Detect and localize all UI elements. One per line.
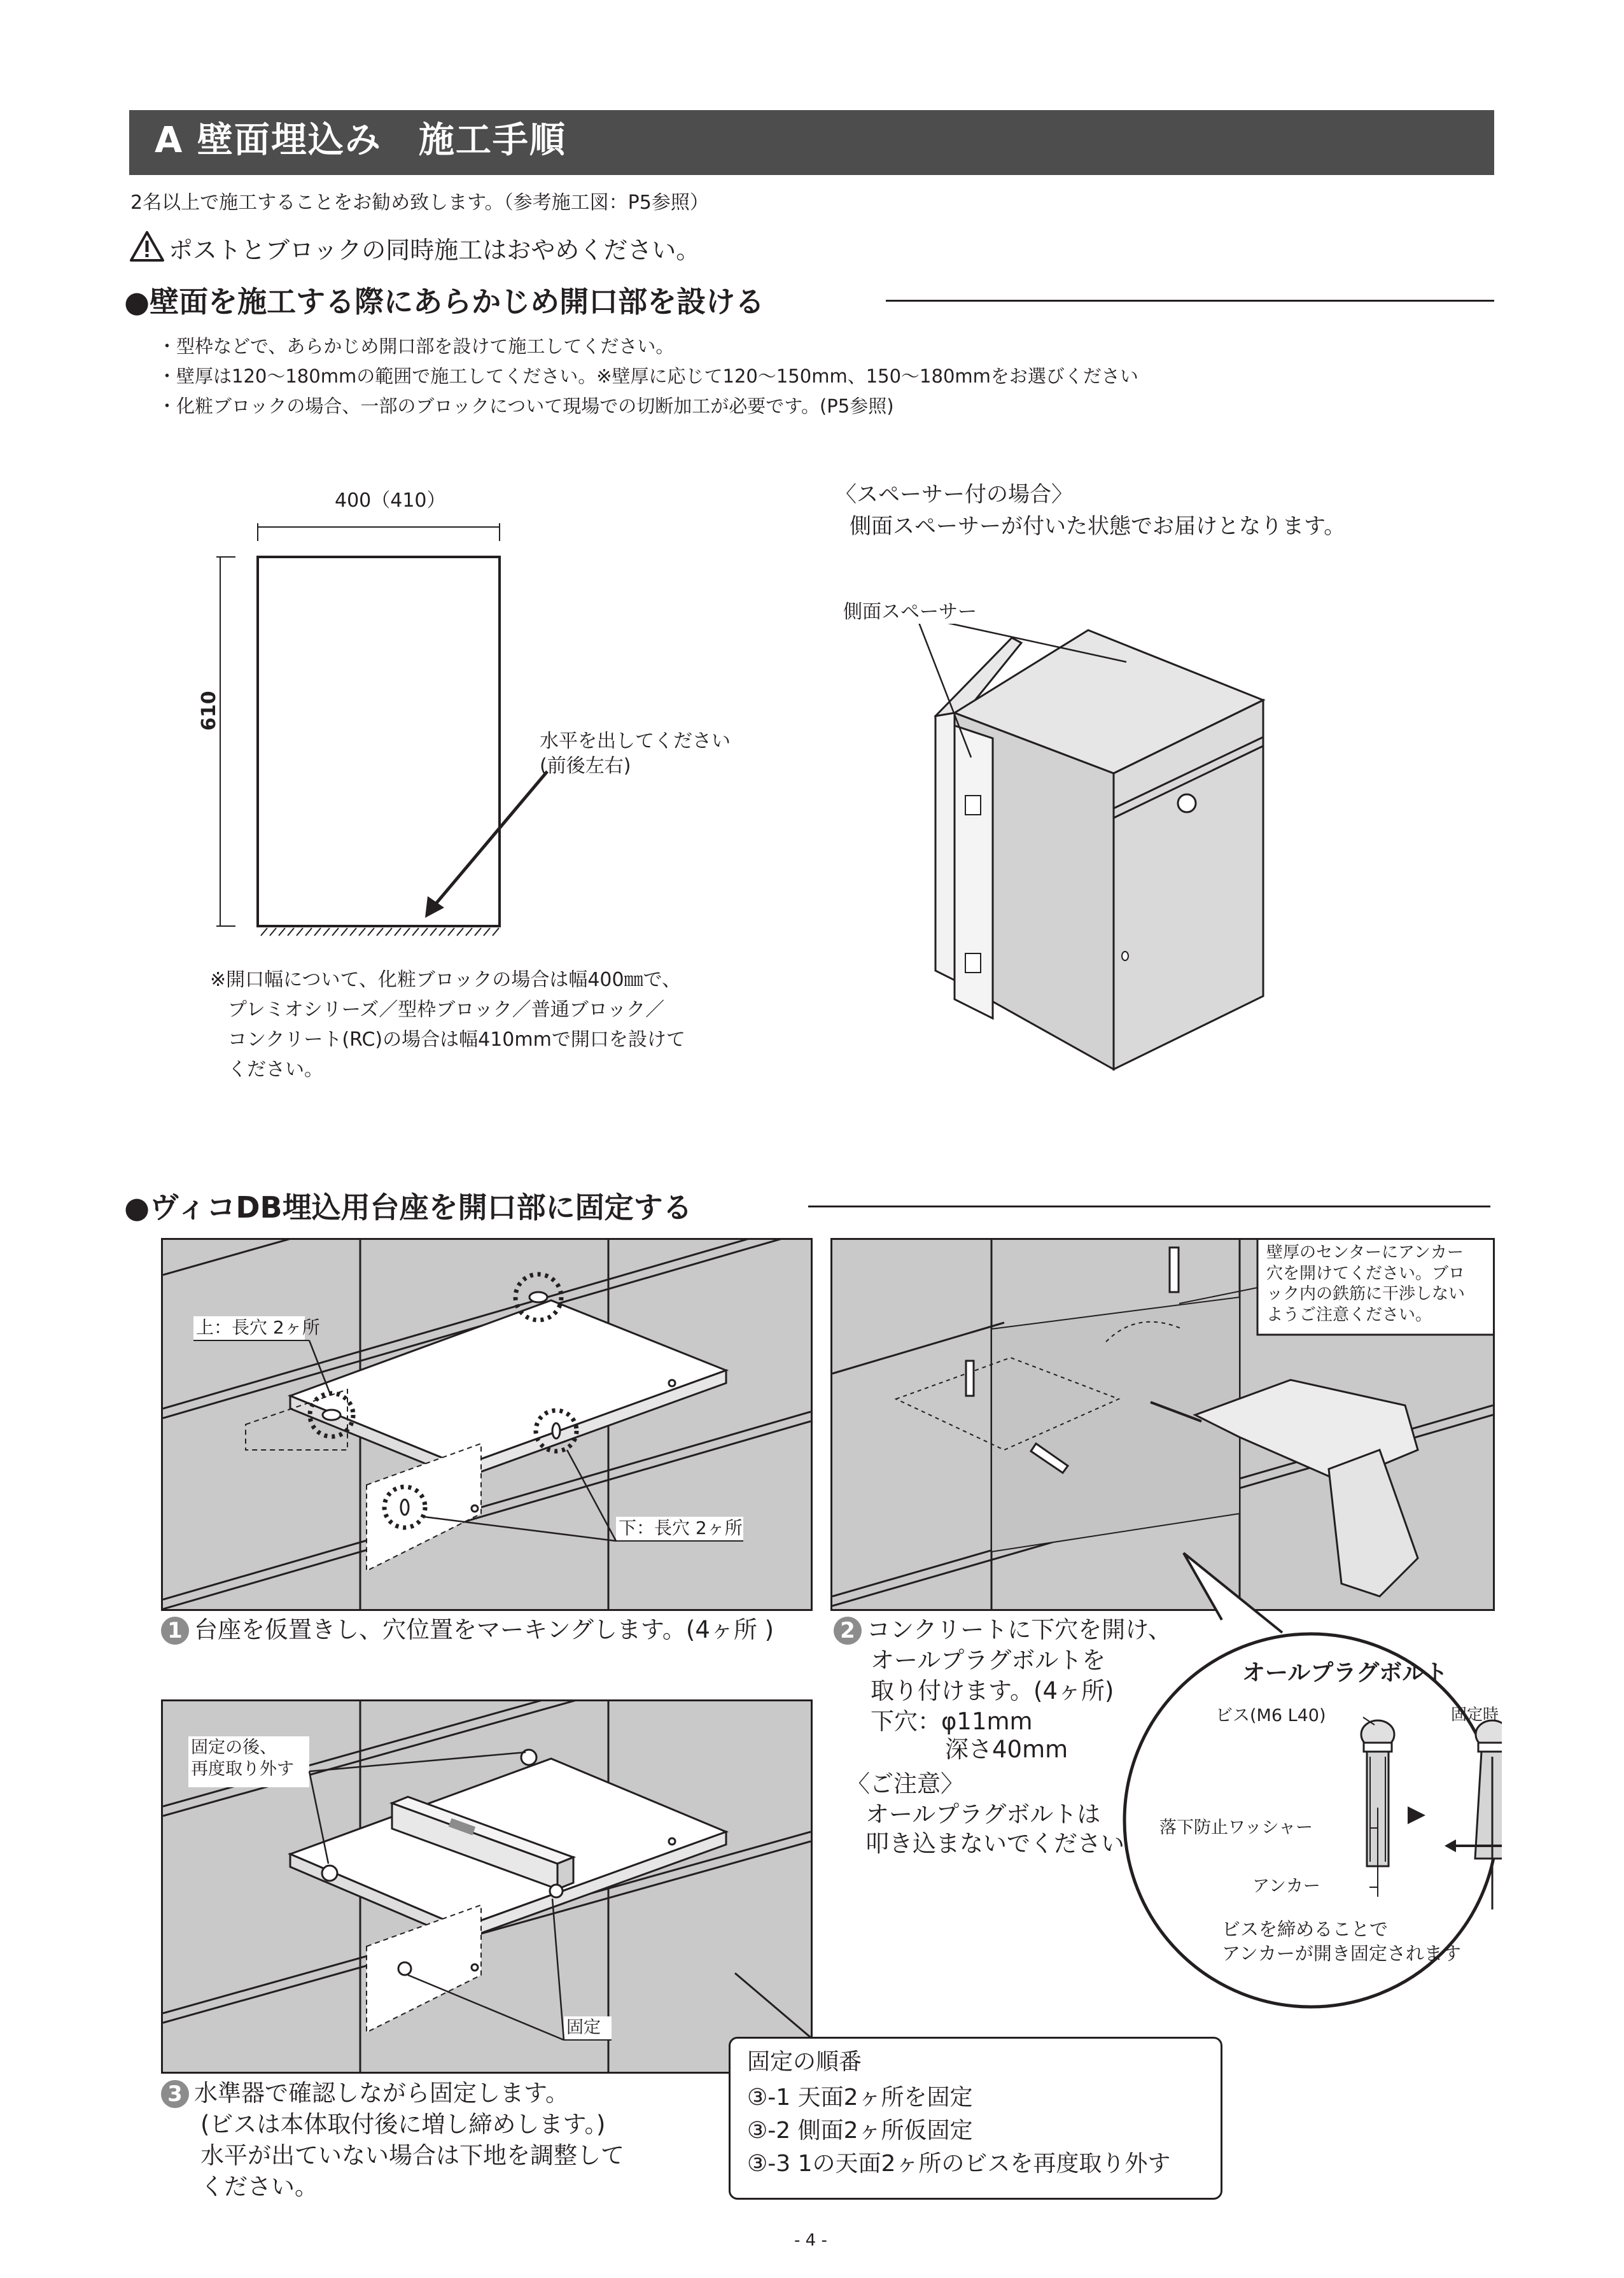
step3-caption-line: ください。: [200, 2173, 318, 2200]
bolt-note-line: アンカーが開き固定されます: [1222, 1943, 1461, 1964]
section-banner: [129, 110, 1494, 175]
order-title: 固定の順番: [747, 2049, 862, 2075]
bullet-item: ・壁厚は120～180mmの範囲で施工してください。※壁厚に応じて120～150mm、150～180mmをお選びください: [158, 365, 1138, 387]
bullet-item: ・型枠などで、あらかじめ開口部を設けて施工してください。: [158, 335, 675, 357]
opening-width-label: 400（410）: [335, 489, 446, 512]
bolt-anchor-label: アンカー: [1252, 1876, 1320, 1896]
page-number: - 4 -: [794, 2231, 827, 2250]
step2-caption-line: オールプラグボルトを: [871, 1647, 1106, 1674]
banner-title: A 壁面埋込み 施工手順: [155, 120, 566, 161]
level-note-sub: (前後左右): [540, 755, 631, 777]
step2-caption-line: 下穴：φ11mm: [871, 1708, 1033, 1735]
warning-text: ポストとブロックの同時施工はおやめください。: [169, 236, 701, 264]
warning-line: [129, 230, 700, 265]
step2-caution-line: オールプラグボルトは: [865, 1801, 1101, 1828]
step2-caution-line: 叩き込まないでください: [865, 1830, 1124, 1857]
step1-number: 1: [161, 1617, 189, 1645]
opening-note-line: コンクリート(RC)の場合は幅410mmで開口を設けて: [228, 1029, 685, 1051]
opening-note-line: ※開口幅について、化粧ブロックの場合は幅400㎜で、: [210, 969, 681, 991]
step2-caption-line: 取り付けます。(4ヶ所): [871, 1677, 1114, 1705]
bolt-fixed-label: 固定時: [1451, 1705, 1499, 1724]
order-pointer: [713, 1967, 904, 2043]
opening-height-label: 610: [198, 691, 220, 731]
step3-caption-line: (ビスは本体取付後に増し締めします。): [200, 2111, 606, 2138]
spacer-title: 〈スペーサー付の場合〉: [835, 482, 1073, 507]
step2-number: 2: [834, 1617, 862, 1645]
step3-caption: 3 水準器で確認しながら固定します。: [161, 2080, 569, 2108]
step1-illustration: [161, 1238, 813, 1611]
bolt-washer-label: 落下防止ワッシャー: [1159, 1818, 1313, 1838]
bolt-note-line: ビスを締めることで: [1222, 1918, 1389, 1940]
spacer-desc: 側面スペーサーが付いた状態でお届けとなります。: [850, 514, 1346, 539]
order-line: ③-1 天面2ヶ所を固定: [747, 2085, 973, 2111]
step2-caption-line: 深さ40mm: [945, 1736, 1068, 1763]
bolt-title: オールプラグボルト: [1242, 1660, 1448, 1686]
opening-note-line: プレミオシリーズ／型枠ブロック／普通ブロック／: [228, 999, 665, 1021]
section1-heading: ●壁面を施工する際にあらかじめ開口部を設ける: [124, 285, 765, 319]
step2-caption: 2 コンクリートに下穴を開け、: [834, 1617, 1172, 1645]
spacer-product-illustration: [916, 624, 1273, 1082]
step3-caption-line: 水平が出ていない場合は下地を調整して: [200, 2142, 624, 2169]
step2-caution-title: 〈ご注意〉: [846, 1770, 964, 1797]
section2-rule: [808, 1206, 1490, 1207]
section1-rule: [886, 300, 1494, 302]
bullet-item: ・化粧ブロックの場合、一部のブロックについて現場での切断加工が必要です。(P5参照): [158, 395, 894, 417]
opening-note-line: ください。: [228, 1058, 323, 1081]
fixing-order-box: [729, 2037, 1222, 2200]
step3-label-remove: 固定の後、 再度取り外す: [191, 1738, 294, 1779]
step1-label-bottom: 下：長穴 2ヶ所: [619, 1517, 743, 1538]
warning-triangle-icon: [129, 230, 165, 262]
step1-label-top: 上：長穴 2ヶ所: [196, 1317, 320, 1338]
step2-callout: 壁厚のセンターにアンカー 穴を開けてください。ブロ ック内の鉄筋に干渉しない ようご注意ください。: [1266, 1243, 1466, 1325]
step3-number: 3: [161, 2080, 189, 2108]
spacer-label: 側面スペーサー: [843, 601, 977, 623]
section2-heading: ●ヴィコDB埋込用台座を開口部に固定する: [124, 1190, 692, 1225]
order-line: ③-2 側面2ヶ所仮固定: [747, 2118, 973, 2144]
step3-label-fix: 固定: [566, 2018, 601, 2037]
intro-text: 2名以上で施工することをお勧め致します。（参考施工図：P5参照）: [130, 192, 709, 214]
bolt-screw-label: ビス(M6 L40): [1215, 1706, 1326, 1726]
level-note: 水平を出してください: [540, 730, 731, 752]
order-line: ③-3 1の天面2ヶ所のビスを再度取り外す: [747, 2151, 1171, 2177]
step1-caption: 1 台座を仮置きし、穴位置をマーキングします。(4ヶ所 ): [161, 1617, 774, 1645]
